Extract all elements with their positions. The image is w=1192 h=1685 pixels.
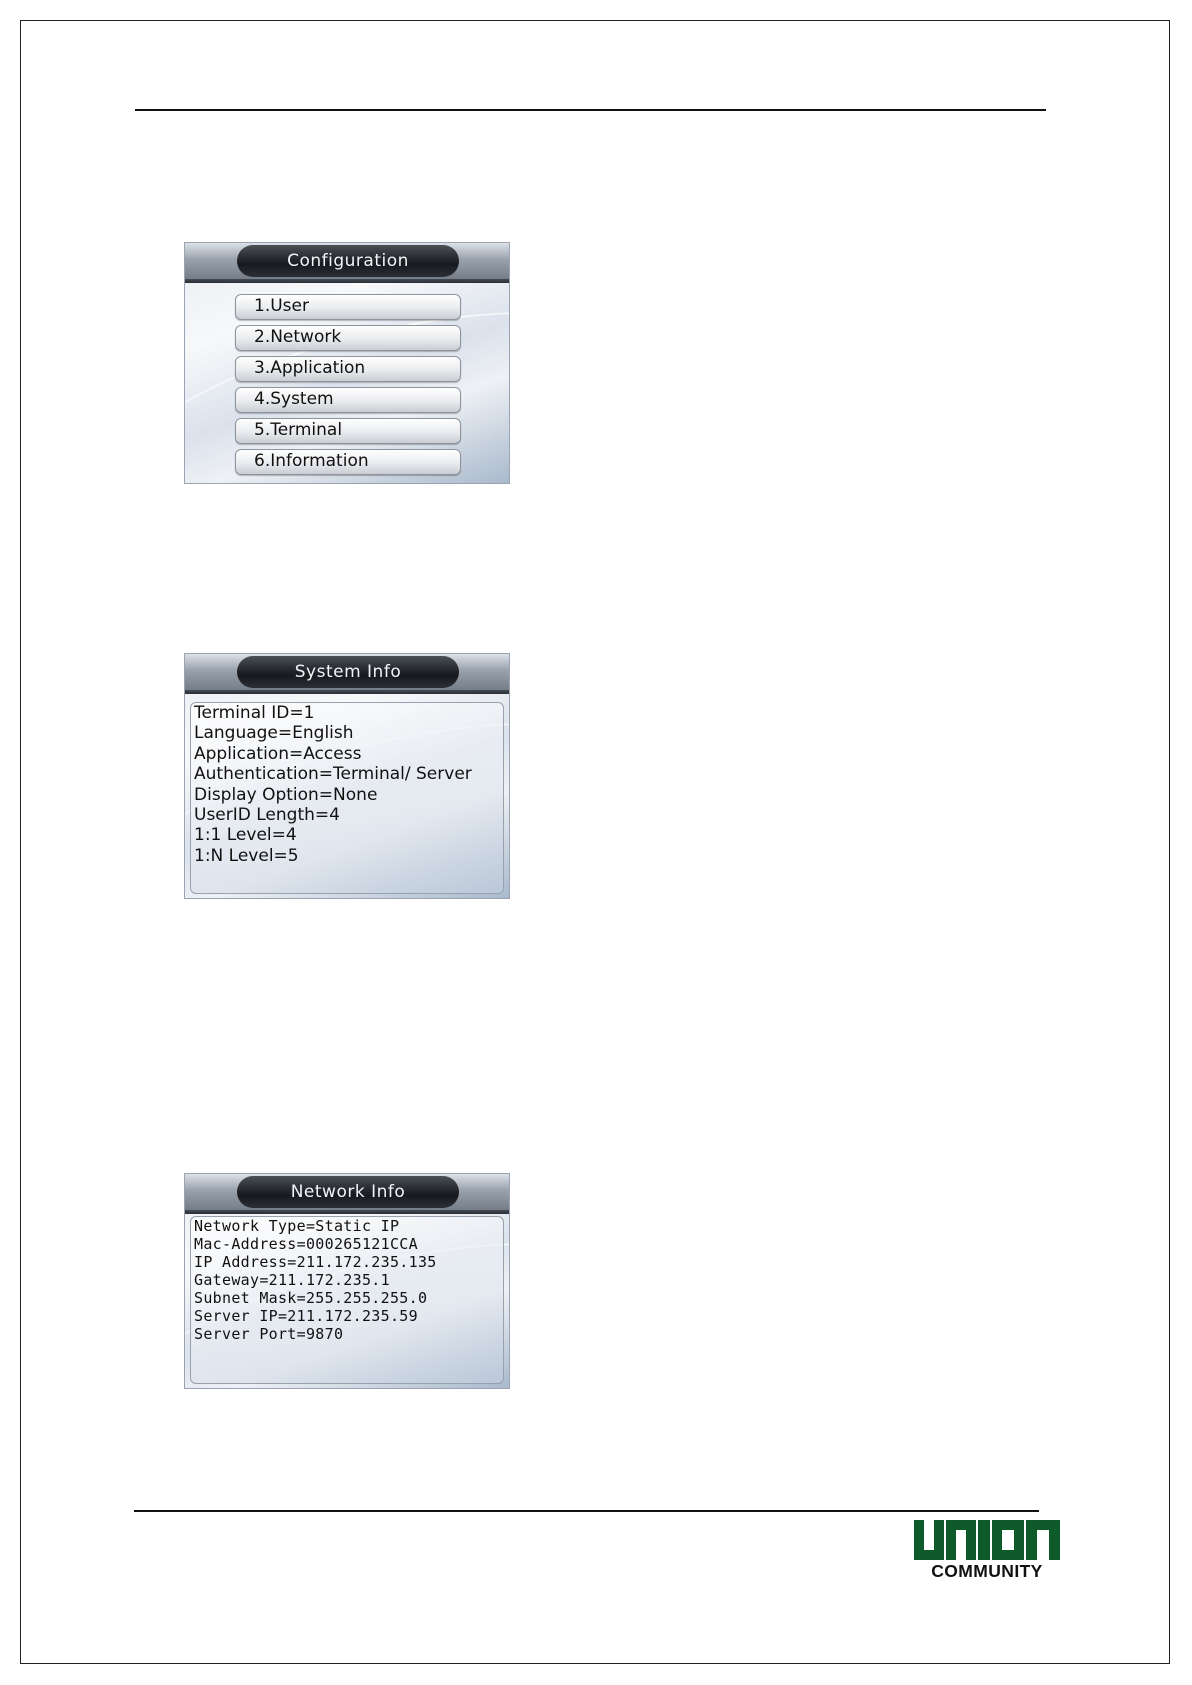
info-line-ip-address: IP Address=211.172.235.135 bbox=[194, 1253, 437, 1271]
menu-item-system[interactable]: 4.System bbox=[235, 387, 461, 413]
menu-item-user[interactable]: 1.User bbox=[235, 294, 461, 320]
menu-item-network[interactable]: 2.Network bbox=[235, 325, 461, 351]
info-line-authentication: Authentication=Terminal/ Server bbox=[194, 764, 472, 784]
configuration-screen bbox=[184, 242, 510, 484]
info-line-language: Language=English bbox=[194, 723, 354, 743]
footer-rule bbox=[134, 1510, 1039, 1512]
network-info-screen bbox=[184, 1173, 510, 1389]
info-line-1toN-level: 1:N Level=5 bbox=[194, 846, 299, 866]
menu-item-information[interactable]: 6.Information bbox=[235, 449, 461, 475]
info-line-application: Application=Access bbox=[194, 744, 362, 764]
info-line-terminal-id: Terminal ID=1 bbox=[194, 703, 315, 723]
screen-title: Network Info bbox=[237, 1176, 459, 1208]
info-line-userid-length: UserID Length=4 bbox=[194, 805, 340, 825]
info-line-server-port: Server Port=9870 bbox=[194, 1325, 344, 1343]
info-line-server-ip: Server IP=211.172.235.59 bbox=[194, 1307, 418, 1325]
info-line-gateway: Gateway=211.172.235.1 bbox=[194, 1271, 390, 1289]
title-bar bbox=[185, 243, 509, 283]
title-bar bbox=[185, 1174, 509, 1214]
info-line-mac-address: Mac-Address=000265121CCA bbox=[194, 1235, 418, 1253]
info-line-network-type: Network Type=Static IP bbox=[194, 1217, 400, 1235]
menu-item-terminal[interactable]: 5.Terminal bbox=[235, 418, 461, 444]
info-line-display-option: Display Option=None bbox=[194, 785, 378, 805]
union-logo-mark bbox=[914, 1518, 1060, 1564]
info-panel bbox=[190, 702, 504, 894]
screen-title: System Info bbox=[237, 656, 459, 688]
logo-community-text: COMMUNITY bbox=[931, 1561, 1043, 1581]
union-community-logo bbox=[914, 1518, 1060, 1580]
info-line-1to1-level: 1:1 Level=4 bbox=[194, 825, 297, 845]
screen-title: Configuration bbox=[237, 245, 459, 277]
menu-item-application[interactable]: 3.Application bbox=[235, 356, 461, 382]
info-panel bbox=[190, 1216, 504, 1384]
header-rule bbox=[135, 109, 1046, 111]
title-bar bbox=[185, 654, 509, 694]
system-info-screen bbox=[184, 653, 510, 899]
info-line-subnet-mask: Subnet Mask=255.255.255.0 bbox=[194, 1289, 428, 1307]
